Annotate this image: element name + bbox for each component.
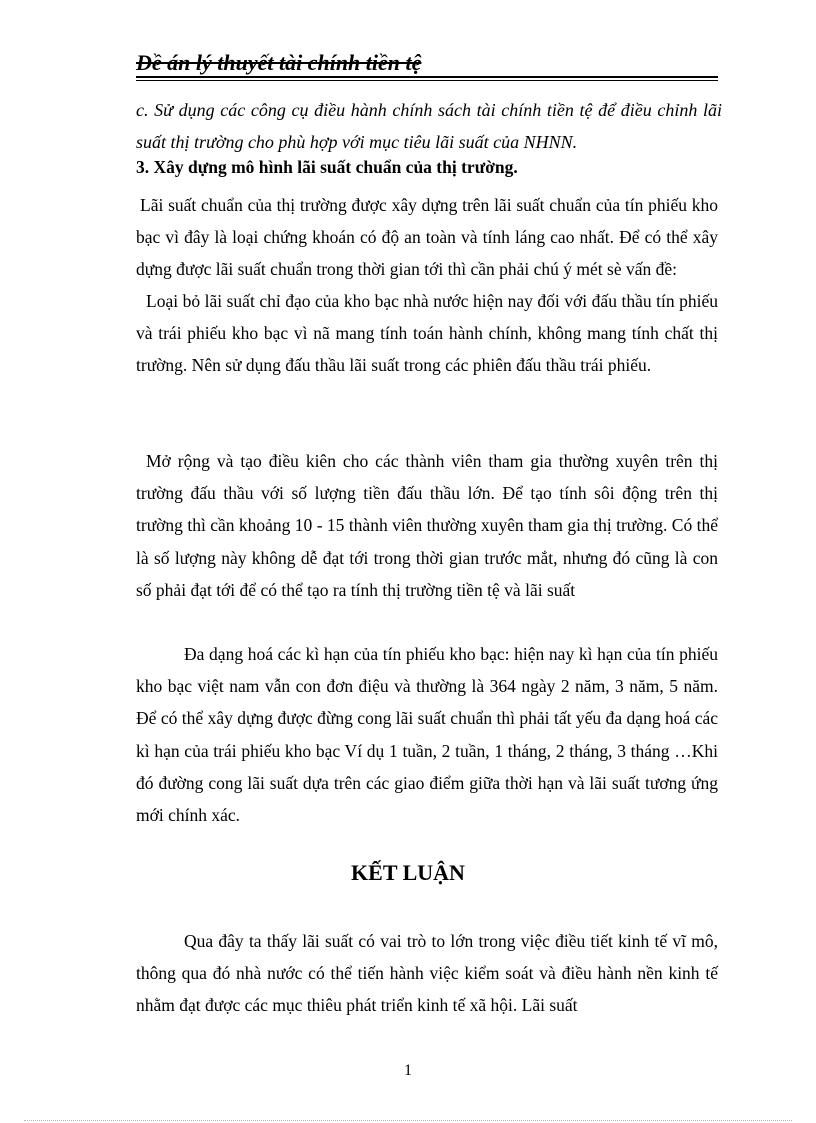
page-number: 1	[404, 1062, 412, 1079]
paragraph-1: Lãi suất chuẩn của thị trường được xây dựng trên lãi suất chuẩn của tín phiếu kho bạc vì đây là loại chứng khoán có độ an toàn và tính láng cao nhất. Để có thể xây dựng được lãi suất chuẩn trong thời gian tới thì cần phải chú ý mét sè vấn đề:	[136, 195, 718, 280]
paragraph-4: Đa dạng hoá các kì hạn của tín phiếu kho bạc: hiện nay kì hạn của tín phiếu kho bạc việt nam vẫn con đơn điệu và thường là 364 ngày 2 năm, 3 năm, 5 năm. Để có thể xây dựng được đừng cong lãi suất chuẩn thì phải tất yếu đa dạng hoá các kì hạn của trái phiếu kho bạc Ví dụ 1 tuần, 2 tuần, 1 tháng, 2 tháng, 3 tháng …Khi đó đường cong lãi suất dựa trên các giao điểm giữa thời hạn và lãi suất tương ứng mới chính xác.	[136, 644, 718, 826]
document-title: Đề án lý thuyết tài chính tiền tệ	[136, 50, 422, 75]
section-heading: 3. Xây dựng mô hình lãi suất chuẩn của thị trường.	[136, 157, 518, 177]
page-edge-divider	[24, 1120, 792, 1121]
paragraph-5: Qua đây ta thấy lãi suất có vai trò to lớn trong việc điều tiết kinh tế vĩ mô, thông qua đó nhà nước có thể tiến hành việc kiểm soát và điều hành nền kinh tế nhằm đạt được các mục thiêu phát triển kinh tế xã hội. Lãi suất	[136, 931, 718, 1016]
conclusion-heading: KẾT LUẬN	[351, 860, 465, 885]
paragraph-2: Loại bỏ lãi suất chỉ đạo của kho bạc nhà nước hiện nay đối với đấu thầu tín phiếu và trái phiếu kho bạc vì nã mang tính toán hành chính, không mang tính chất thị trường. Nên sử dụng đấu thầu lãi suất trong các phiên đấu thầu trái phiếu.	[136, 291, 718, 376]
page-header	[136, 50, 718, 78]
italic-paragraph: c. Sử dụng các công cụ điều hành chính sách tài chính tiền tệ để điều chỉnh lãi suất thị trường cho phù hợp với mục tiêu lãi suất của NHNN.	[136, 100, 722, 152]
paragraph-3: Mở rộng và tạo điều kiên cho các thành viên tham gia thường xuyên trên thị trường đấu thầu với số lượng tiền đấu thầu lớn. Để tạo tính sôi động trên thị trường thì cần khoảng 10 - 15 thành viên thường xuyên tham gia thị trường. Có thể là số lượng này không dễ đạt tới trong thời gian trước mắt, nhưng đó cũng là con số phải đạt tới để có thể tạo ra tính thị trường tiền tệ và lãi suất	[136, 451, 718, 600]
